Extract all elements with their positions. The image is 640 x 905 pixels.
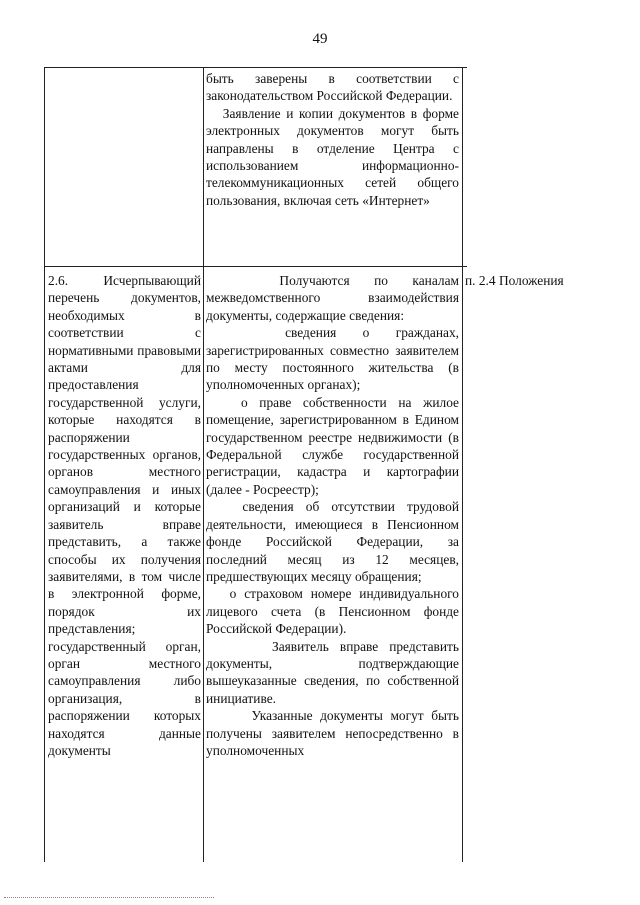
row2-col2-paragraph: сведения об отсутствии трудовой деятельности, имеющиеся в Пенсионном фонде Российской Федерации, за последний месяц из 12 месяцев, предшествующих месяцу обращения; [206,499,459,584]
row1-col2-paragraph: быть заверены в соответствии с законодательством Российской Федерации. [206,71,459,104]
table-row-divider [44,266,467,267]
table-column-divider-2 [462,67,463,862]
row2-col2-paragraph: Указанные документы могут быть получены заявителем непосредственно в уполномоченных [206,708,459,758]
row1-col2-paragraph: Заявление и копии документов в форме электронных документов могут быть направлены в отделение Центра с использованием информационно-телекоммуникационных сетей общего пользования, включая сеть «Интернет» [206,105,459,208]
row2-col1-cell [48,272,201,759]
row2-col2-paragraph: Заявитель вправе представить документы, подтверждающие вышеуказанные сведения, по собственной инициативе. [206,638,459,706]
table-top-border [44,67,467,68]
row2-col2-paragraph: сведения о гражданах, зарегистрированных совместно заявителем по месту постоянного жительства (в уполномоченных органах); [206,325,459,393]
table-column-divider-1 [203,67,204,862]
scan-footer-artifact [4,893,214,898]
row2-col2-paragraph: Получаются по каналам межведомственного взаимодействия документы, содержащие сведения: [206,273,459,323]
page-number: 49 [312,31,328,47]
table-left-border [44,67,45,862]
row2-col2-cell [206,272,459,759]
row2-col1-text: 2.6. Исчерпывающий перечень документов, необходимых в соответствии с нормативными правовыми актами для предоставления государственной услуги, которые находятся в распоряжении государственных органов, органов местного самоуправления и иных организаций и которые заявитель вправе представить, а также способы их получения заявителями, в том числе в электронной форме, порядок их представления; государственный орган, орган местного самоуправления либо организация, в распоряжении которых находятся данные документы [48,273,201,758]
row2-col3-text: п. 2.4 Положения [465,273,564,288]
row1-col2-cell [206,70,459,209]
row2-col2-paragraph: о страховом номере индивидуального лицевого счета (в Пенсионном фонде Российской Федерации). [206,586,459,637]
row2-col2-paragraph: о праве собственности на жилое помещение, зарегистрированном в Едином государственном реестре недвижимости (в Федеральной службе государственной регистрации, кадастра и картографии (далее - Росреестр); [206,394,459,497]
row2-col3-cell [465,272,605,289]
